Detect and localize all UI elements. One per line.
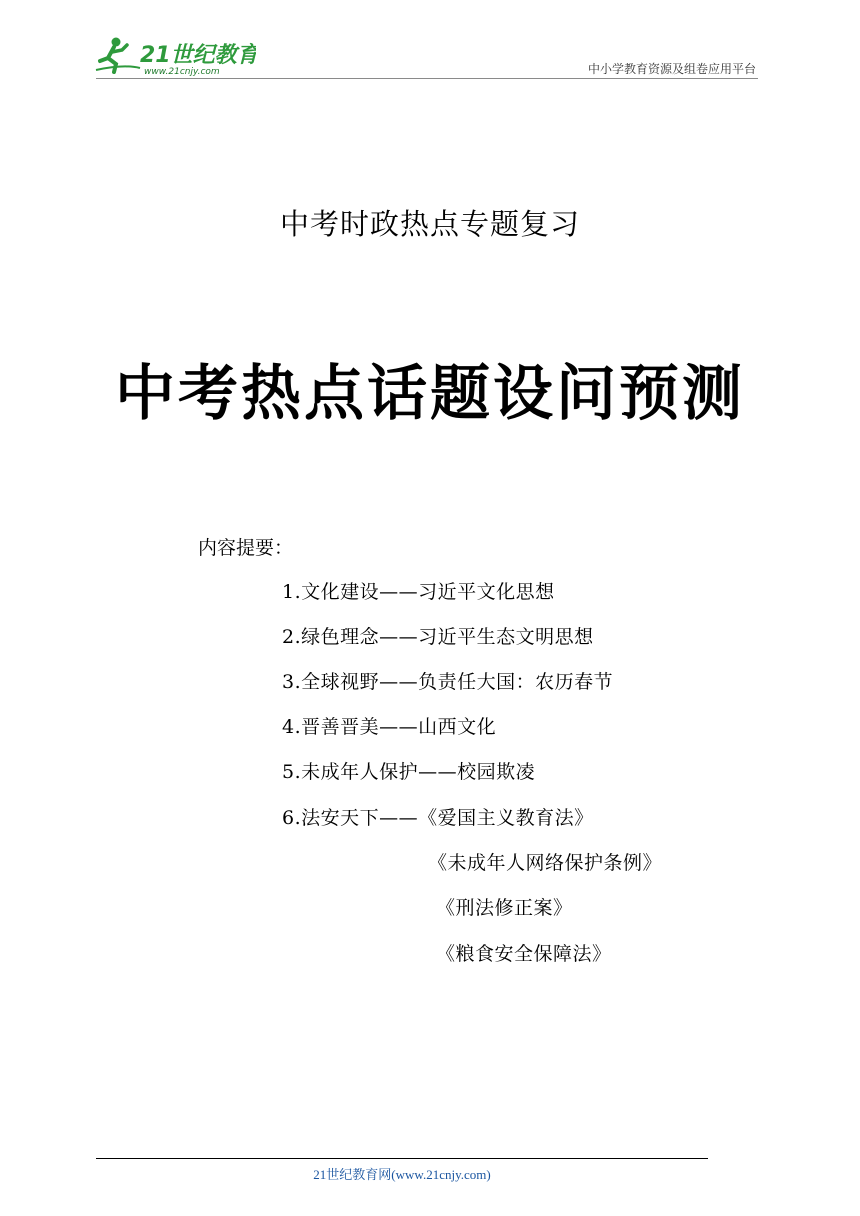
toc-item: 《粮食安全保障法》: [436, 943, 612, 965]
header-divider: [96, 78, 758, 79]
document-subtitle: 中考时政热点专题复习: [279, 207, 580, 241]
toc-item: 3.全球视野——负责任大国：农历春节: [282, 671, 614, 693]
runner-logo-icon: [94, 34, 256, 78]
toc-item: 《未成年人网络保护条例》: [428, 852, 663, 874]
svg-text:21世纪教育: 21世纪教育: [140, 43, 256, 68]
footer-link[interactable]: 21世纪教育网(www.21cnjy.com): [313, 1167, 491, 1182]
footer-divider: [96, 1158, 708, 1159]
toc-item: 4.晋善晋美——山西文化: [282, 716, 497, 738]
toc-item: 6.法安天下——《爱国主义教育法》: [282, 807, 594, 829]
toc-item: 5.未成年人保护——校园欺凌: [282, 761, 536, 783]
platform-tagline: 中小学教育资源及组卷应用平台: [587, 62, 756, 76]
toc-item: 2.绿色理念——习近平生态文明思想: [282, 626, 594, 648]
svg-text:www.21cnjy.com: www.21cnjy.com: [144, 67, 220, 77]
site-logo: [94, 34, 256, 78]
toc-heading: 内容提要：: [198, 537, 294, 559]
toc-item: 1.文化建设——习近平文化思想: [282, 581, 555, 603]
toc-item: 《刑法修正案》: [436, 897, 573, 919]
document-title: 中考热点话题设问预测: [115, 359, 745, 429]
